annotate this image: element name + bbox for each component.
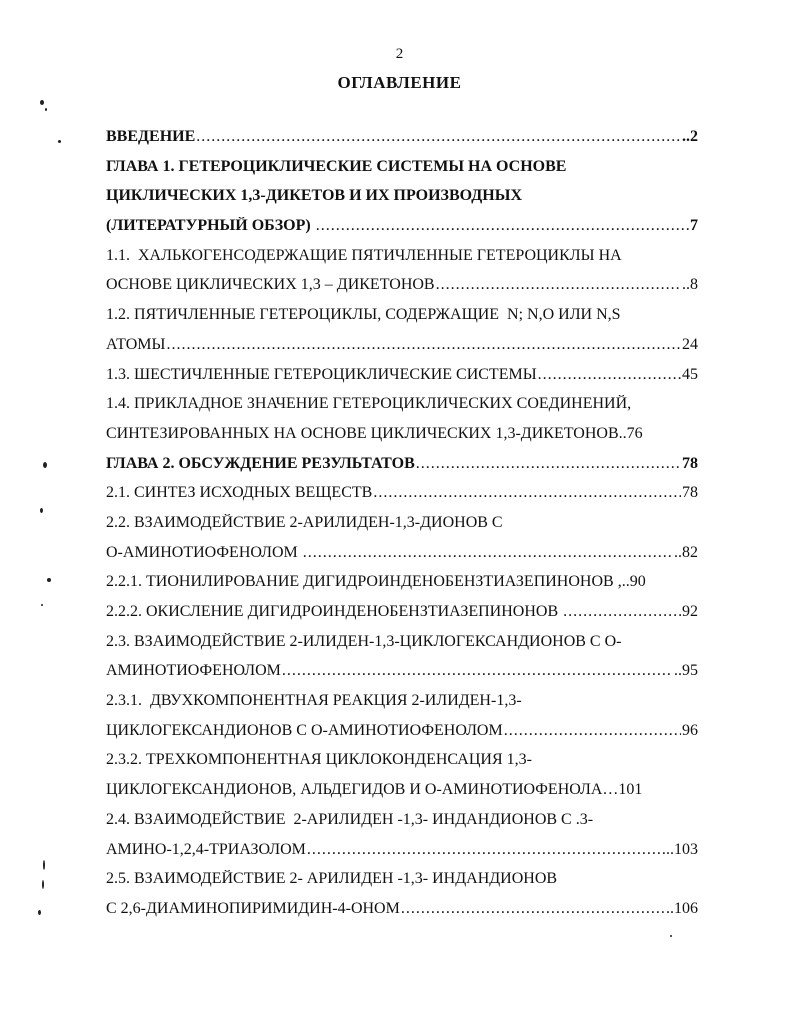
toc-entry-page: 78 [682, 454, 698, 472]
toc-entry-page: ..2 [682, 128, 698, 145]
dot-leader [504, 722, 681, 740]
dot-leader [538, 366, 681, 384]
dot-leader [307, 841, 665, 859]
toc-entry-text: АМИНОТИОФЕНОЛОМ [106, 662, 281, 680]
toc-entry [106, 336, 698, 366]
toc-entry-text: ОСНОВЕ ЦИКЛИЧЕСКИХ 1,3 – ДИКЕТОНОВ [106, 276, 435, 294]
toc-entry-text: 1.4. ПРИКЛАДНОЕ ЗНАЧЕНИЕ ГЕТЕРОЦИКЛИЧЕСКИХ СОЕДИНЕНИЙ, [106, 395, 632, 413]
toc-entry-text: ЦИКЛОГЕКСАНДИОНОВ С О-АМИНОТИОФЕНОЛОМ [106, 721, 503, 739]
toc-entry [106, 573, 698, 603]
toc-entry [106, 751, 698, 781]
toc-entry [106, 247, 698, 277]
toc-entry [106, 781, 698, 811]
toc-entry-text: ВВЕДЕНИЕ [106, 128, 196, 145]
toc-entry [106, 217, 698, 247]
dot-leader [436, 276, 681, 294]
toc-entry-text: 2.2. ВЗАИМОДЕЙСТВИЕ 2-АРИЛИДЕН-1,3-ДИОНОВ С [106, 513, 503, 531]
dot-leader [563, 603, 681, 621]
toc-entry [106, 900, 698, 930]
scan-speck [670, 935, 672, 937]
toc-entry-text: СИНТЕЗИРОВАННЫХ НА ОСНОВЕ ЦИКЛИЧЕСКИХ 1,3-ДИКЕТОНОВ..76 [106, 424, 643, 442]
scan-speck [43, 860, 45, 870]
toc-entry-page: ..103 [666, 840, 698, 858]
toc-entry [106, 544, 698, 574]
dot-leader [316, 217, 689, 235]
toc-entry-text: 2.3. ВЗАИМОДЕЙСТВИЕ 2-ИЛИДЕН-1,3-ЦИКЛОГЕКСАНДИОНОВ С О- [106, 632, 622, 650]
dot-leader [282, 662, 673, 680]
toc-entry [106, 603, 698, 633]
dot-leader [303, 544, 673, 562]
toc-entry-text: 1.2. ПЯТИЧЛЕННЫЕ ГЕТЕРОЦИКЛЫ, СОДЕРЖАЩИЕ N; N,O ИЛИ N,S [106, 306, 621, 324]
toc-entry-page: ..82 [674, 543, 698, 561]
toc-entry [106, 841, 698, 871]
toc-entry [106, 425, 698, 455]
toc-entry-text: ГЛАВА 1. ГЕТЕРОЦИКЛИЧЕСКИЕ СИСТЕМЫ НА ОСНОВЕ [106, 157, 567, 175]
toc-entry [106, 128, 698, 158]
toc-entry [106, 276, 698, 306]
scan-speck [41, 604, 43, 606]
toc-entry [106, 870, 698, 900]
scan-speck [58, 140, 61, 143]
scan-speck [38, 910, 41, 915]
toc-entry-text: 2.4. ВЗАИМОДЕЙСТВИЕ 2-АРИЛИДЕН -1,3- ИНДАНДИОНОВ С .3- [106, 810, 594, 828]
toc-entry-text: ЦИКЛОГЕКСАНДИОНОВ, АЛЬДЕГИДОВ И О-АМИНОТИОФЕНОЛА…101 [106, 781, 643, 799]
toc-entry-page: 92 [682, 603, 698, 620]
toc-entry [106, 158, 698, 188]
scan-speck [43, 462, 47, 468]
toc-entry-text: 2.3.2. ТРЕХКОМПОНЕНТНАЯ ЦИКЛОКОНДЕНСАЦИЯ 1,3- [106, 751, 532, 769]
scan-speck [45, 108, 47, 111]
toc-entry-page: 7 [690, 217, 698, 235]
scan-speck [47, 578, 51, 582]
toc-entry-text: ЦИКЛИЧЕСКИХ 1,3-ДИКЕТОВ И ИХ ПРОИЗВОДНЫХ [106, 187, 523, 205]
toc-entry-text: ГЛАВА 2. ОБСУЖДЕНИЕ РЕЗУЛЬТАТОВ [106, 454, 415, 472]
toc-entry-text: 2.1. СИНТЕЗ ИСХОДНЫХ ВЕЩЕСТВ [106, 484, 373, 502]
toc-entry-page: ..95 [674, 662, 698, 680]
toc-entry-text: С 2,6-ДИАМИНОПИРИМИДИН-4-ОНОМ [106, 899, 400, 917]
table-of-contents [106, 128, 698, 930]
toc-entry-text: О-АМИНОТИОФЕНОЛОМ [106, 543, 302, 561]
toc-entry-text: 1.3. ШЕСТИЧЛЕННЫЕ ГЕТЕРОЦИКЛИЧЕСКИЕ СИСТЕМЫ [106, 365, 537, 383]
toc-entry [106, 484, 698, 514]
toc-entry [106, 514, 698, 544]
toc-entry-text: 2.3.1. ДВУХКОМПОНЕНТНАЯ РЕАКЦИЯ 2-ИЛИДЕН-1,3- [106, 692, 522, 710]
dot-leader [196, 128, 681, 146]
dot-leader [166, 336, 681, 354]
toc-entry [106, 633, 698, 663]
toc-entry [106, 366, 698, 396]
toc-entry-page: ..8 [682, 276, 698, 294]
page-number: 2 [395, 46, 404, 62]
toc-entry [106, 692, 698, 722]
toc-entry-text: 2.2.2. ОКИСЛЕНИЕ ДИГИДРОИНДЕНОБЕНЗТИАЗЕПИНОНОВ [106, 603, 563, 620]
dot-leader [416, 455, 681, 473]
toc-entry-page: ..106 [666, 899, 698, 917]
page-title: ОГЛАВЛЕНИЕ [337, 73, 462, 92]
toc-entry-text: (ЛИТЕРАТУРНЫЙ ОБЗОР) [106, 217, 315, 235]
toc-entry [106, 811, 698, 841]
toc-entry-page: 78 [682, 484, 698, 502]
toc-entry-text: 2.5. ВЗАИМОДЕЙСТВИЕ 2- АРИЛИДЕН -1,3- ИНДАНДИОНОВ [106, 870, 558, 888]
toc-entry [106, 187, 698, 217]
toc-entry-page: 24 [682, 335, 698, 353]
toc-entry [106, 722, 698, 752]
dot-leader [401, 900, 665, 918]
toc-entry-text: АМИНО-1,2,4-ТРИАЗОЛОМ [106, 840, 306, 858]
scan-speck [40, 100, 44, 105]
scan-speck [40, 508, 43, 513]
toc-entry-page: 45 [682, 365, 698, 383]
toc-entry [106, 662, 698, 692]
toc-entry-text: 2.2.1. ТИОНИЛИРОВАНИЕ ДИГИДРОИНДЕНОБЕНЗТИАЗЕПИНОНОВ ,..90 [106, 573, 646, 591]
scan-speck [42, 880, 44, 889]
toc-entry [106, 395, 698, 425]
dot-leader [373, 484, 681, 502]
toc-entry-text: АТОМЫ [106, 335, 166, 353]
toc-entry-text: 1.1. ХАЛЬКОГЕНСОДЕРЖАЩИЕ ПЯТИЧЛЕННЫЕ ГЕТЕРОЦИКЛЫ НА [106, 246, 622, 264]
toc-entry [106, 455, 698, 485]
toc-entry-page: 96 [682, 721, 698, 739]
toc-entry [106, 306, 698, 336]
